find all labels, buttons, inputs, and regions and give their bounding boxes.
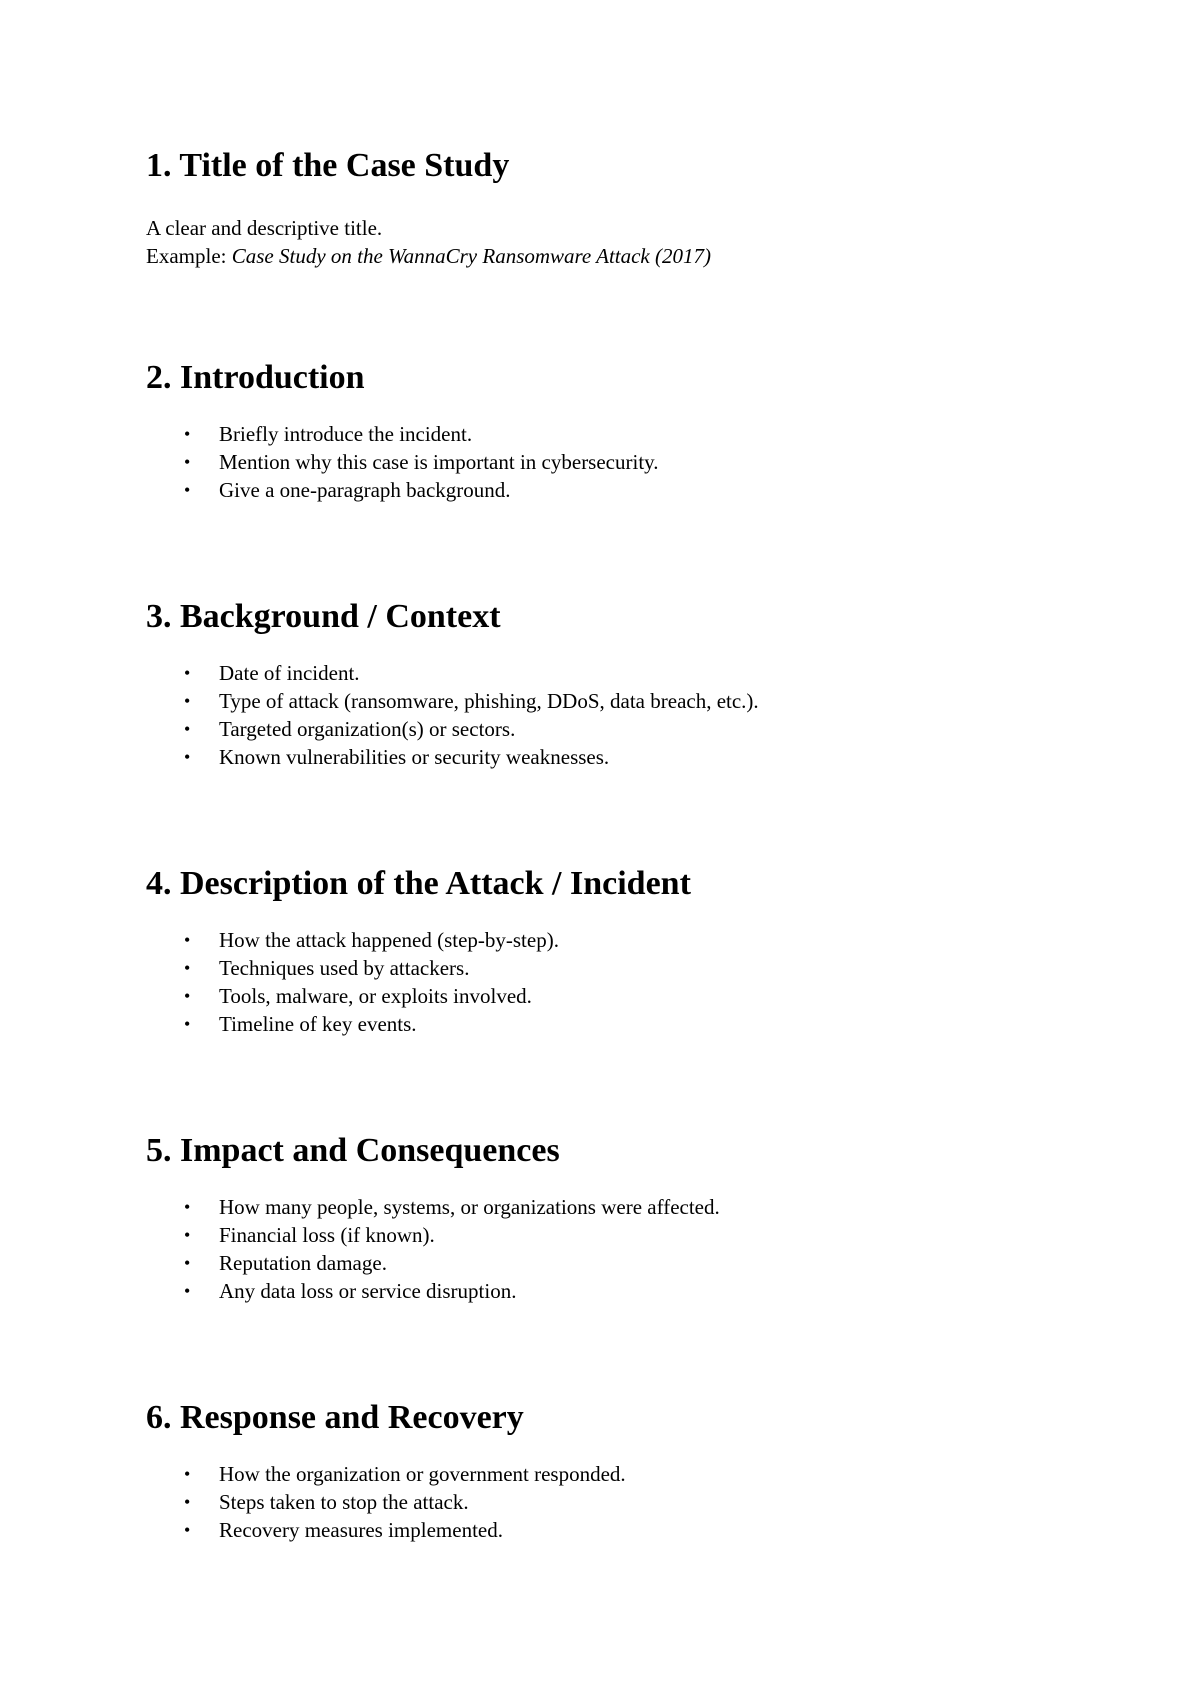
list-item	[146, 1488, 1146, 1516]
section-description: A clear and descriptive title.	[146, 216, 383, 240]
section-response-and-recovery	[146, 1398, 1146, 1544]
bullet-list	[146, 1460, 1146, 1544]
list-item	[146, 743, 1146, 771]
list-item	[146, 1460, 1146, 1488]
bullet-icon: •	[184, 1281, 191, 1301]
list-item	[146, 420, 1146, 448]
list-item	[146, 982, 1146, 1010]
section-heading: 5. Impact and Consequences	[146, 1132, 560, 1169]
section-description-of-attack	[146, 864, 1146, 1038]
list-item-text: Any data loss or service disruption.	[219, 1279, 517, 1303]
list-item	[146, 926, 1146, 954]
bullet-list	[146, 926, 1146, 1038]
bullet-list	[146, 1193, 1146, 1305]
bullet-icon: •	[184, 1464, 191, 1484]
bullet-icon: •	[184, 424, 191, 444]
list-item-text: How the organization or government responded.	[219, 1462, 626, 1486]
section-title-of-case-study	[146, 146, 1146, 270]
list-item-text: Reputation damage.	[219, 1251, 387, 1275]
bullet-icon: •	[184, 930, 191, 950]
list-item	[146, 1277, 1146, 1305]
bullet-icon: •	[184, 1225, 191, 1245]
bullet-icon: •	[184, 719, 191, 739]
bullet-list	[146, 420, 1146, 504]
list-item-text: Date of incident.	[219, 661, 360, 685]
section-heading: 2. Introduction	[146, 359, 365, 396]
section-heading: 6. Response and Recovery	[146, 1399, 524, 1436]
list-item-text: Briefly introduce the incident.	[219, 422, 473, 446]
bullet-icon: •	[184, 1492, 191, 1512]
section-heading: 4. Description of the Attack / Incident	[146, 865, 691, 902]
list-item-text: Techniques used by attackers.	[219, 956, 470, 980]
bullet-icon: •	[184, 747, 191, 767]
list-item	[146, 954, 1146, 982]
bullet-icon: •	[184, 986, 191, 1006]
example-text: Case Study on the WannaCry Ransomware Attack (2017)	[231, 244, 711, 268]
bullet-icon: •	[184, 480, 191, 500]
example-line	[146, 242, 1146, 270]
list-item-text: Recovery measures implemented.	[219, 1518, 503, 1542]
list-item-text: Steps taken to stop the attack.	[219, 1490, 469, 1514]
bullet-icon: •	[184, 1520, 191, 1540]
section-heading: 3. Background / Context	[146, 598, 501, 635]
list-item-text: How the attack happened (step-by-step).	[219, 928, 559, 952]
bullet-icon: •	[184, 1014, 191, 1034]
list-item-text: Give a one-paragraph background.	[219, 478, 511, 502]
list-item-text: Type of attack (ransomware, phishing, DDoS, data breach, etc.).	[219, 689, 759, 713]
bullet-icon: •	[184, 958, 191, 978]
bullet-icon: •	[184, 691, 191, 711]
list-item	[146, 1221, 1146, 1249]
section-heading: 1. Title of the Case Study	[146, 147, 510, 184]
bullet-icon: •	[184, 1197, 191, 1217]
list-item-text: Targeted organization(s) or sectors.	[219, 717, 516, 741]
list-item	[146, 715, 1146, 743]
bullet-icon: •	[184, 663, 191, 683]
list-item-text: Financial loss (if known).	[219, 1223, 435, 1247]
section-introduction	[146, 358, 1146, 504]
section-impact-and-consequences	[146, 1131, 1146, 1305]
section-background-context	[146, 597, 1146, 771]
list-item	[146, 1010, 1146, 1038]
list-item	[146, 1193, 1146, 1221]
bullet-list	[146, 659, 1146, 771]
list-item	[146, 476, 1146, 504]
list-item-text: Tools, malware, or exploits involved.	[219, 984, 532, 1008]
bullet-icon: •	[184, 452, 191, 472]
list-item	[146, 687, 1146, 715]
list-item	[146, 1516, 1146, 1544]
list-item	[146, 448, 1146, 476]
list-item-text: Timeline of key events.	[219, 1012, 417, 1036]
list-item-text: Known vulnerabilities or security weaknesses.	[219, 745, 610, 769]
list-item	[146, 659, 1146, 687]
list-item	[146, 1249, 1146, 1277]
list-item-text: How many people, systems, or organizations were affected.	[219, 1195, 720, 1219]
list-item-text: Mention why this case is important in cybersecurity.	[219, 450, 659, 474]
bullet-icon: •	[184, 1253, 191, 1273]
example-label: Example:	[146, 244, 232, 268]
